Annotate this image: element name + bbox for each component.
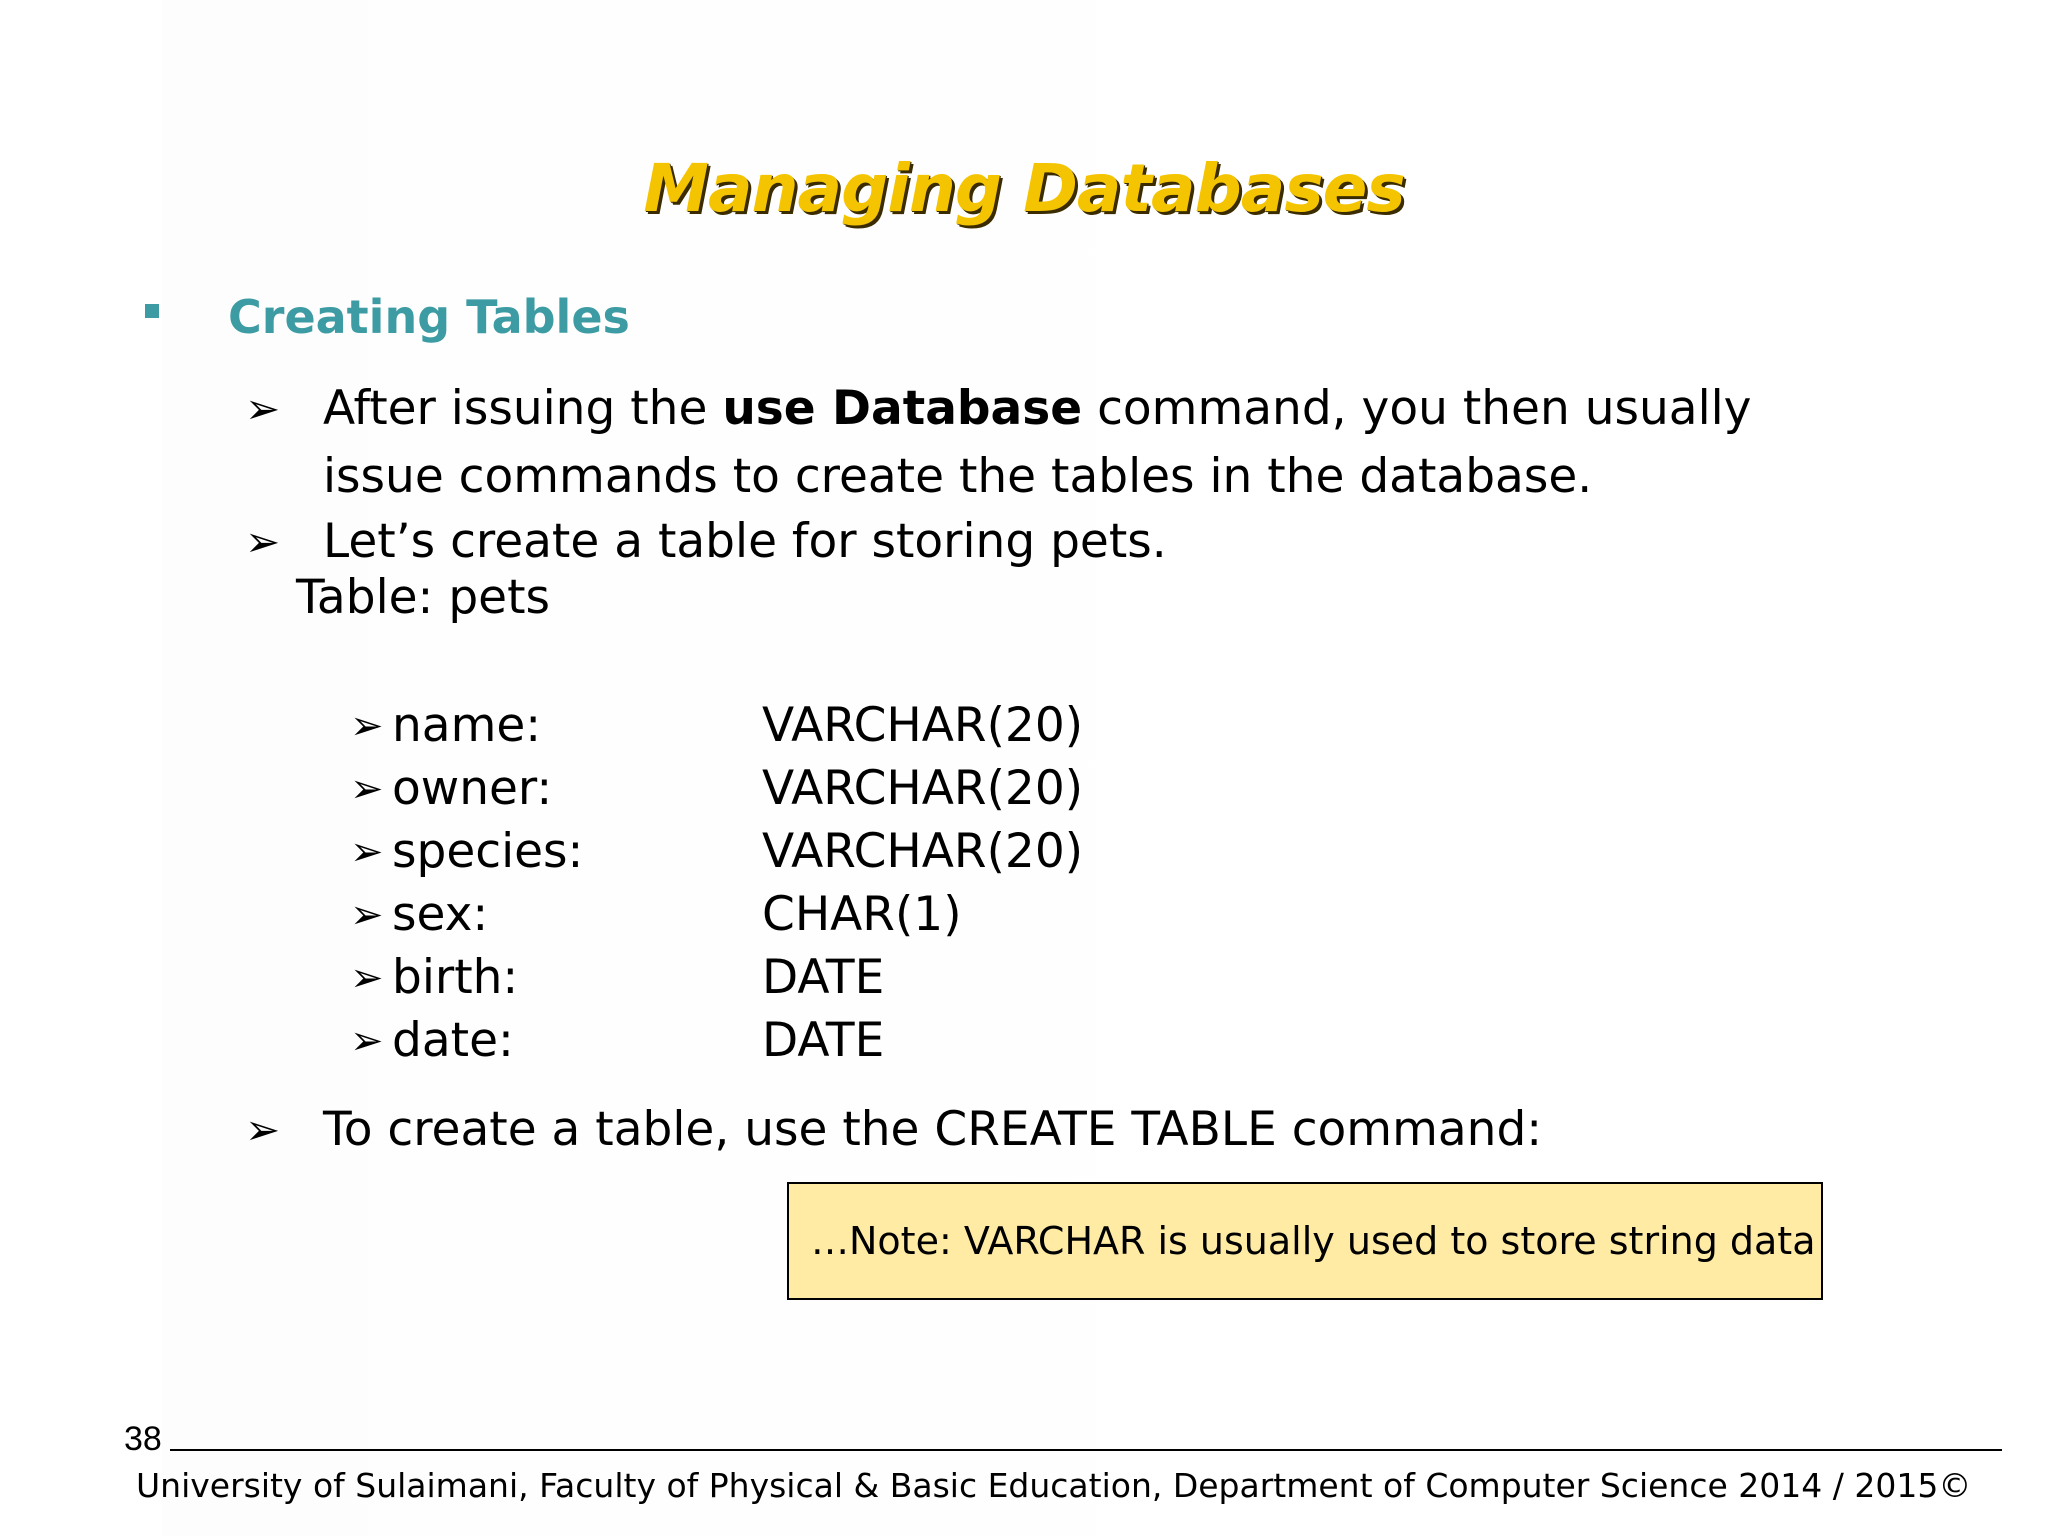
bullet-text: Let’s create a table for storing pets. bbox=[323, 514, 1167, 569]
list-item bbox=[350, 883, 1083, 946]
arrow-bullet-icon: ➢ bbox=[350, 702, 384, 749]
arrow-bullet-icon: ➢ bbox=[245, 384, 281, 433]
field-list bbox=[350, 694, 1083, 1072]
field-type: CHAR(1) bbox=[762, 887, 962, 942]
bullet-text-part: After issuing the bbox=[323, 381, 723, 436]
arrow-bullet-icon: ➢ bbox=[245, 517, 281, 566]
list-item bbox=[350, 1009, 1083, 1072]
arrow-bullet-icon: ➢ bbox=[350, 954, 384, 1001]
slide-title: Managing Databases bbox=[643, 150, 1405, 227]
field-name: owner: bbox=[392, 761, 553, 816]
bullet-create-table bbox=[245, 1096, 1883, 1164]
footer-text: University of Sulaimani, Faculty of Physical & Basic Education, Department of Computer Science 2014 / 2015© bbox=[136, 1466, 1972, 1505]
bullet-bold-term: use Database bbox=[722, 381, 1083, 436]
arrow-bullet-icon: ➢ bbox=[350, 891, 384, 938]
section-heading-label: Creating Tables bbox=[228, 290, 630, 344]
list-item bbox=[350, 820, 1083, 883]
arrow-bullet-icon: ➢ bbox=[245, 1105, 281, 1154]
field-name: birth: bbox=[392, 950, 519, 1005]
arrow-bullet-icon: ➢ bbox=[350, 1017, 384, 1064]
field-name: name: bbox=[392, 698, 542, 753]
page-number: 38 bbox=[124, 1420, 162, 1458]
arrow-bullet-icon: ➢ bbox=[350, 828, 384, 875]
bullet-text-part: command, you then usually issue commands to create the tables in the database. bbox=[323, 381, 1752, 504]
field-type: DATE bbox=[762, 1013, 885, 1068]
note-text: …Note: VARCHAR is usually used to store string data bbox=[811, 1219, 1816, 1263]
square-bullet-icon bbox=[145, 304, 159, 318]
field-type: VARCHAR(20) bbox=[762, 824, 1084, 879]
bullet-text bbox=[323, 375, 1883, 511]
list-item bbox=[350, 757, 1083, 820]
note-callout bbox=[787, 1182, 1823, 1300]
arrow-bullet-icon: ➢ bbox=[350, 765, 384, 812]
table-name-line: Table: pets bbox=[296, 570, 550, 625]
field-type: VARCHAR(20) bbox=[762, 761, 1084, 816]
field-name: sex: bbox=[392, 887, 489, 942]
bullet-use-database bbox=[245, 375, 1883, 511]
bullet-text: To create a table, use the CREATE TABLE command: bbox=[323, 1102, 1543, 1157]
list-item bbox=[350, 694, 1083, 757]
bullet-pets-table bbox=[245, 508, 1883, 576]
section-heading bbox=[145, 290, 630, 344]
field-name: species: bbox=[392, 824, 584, 879]
field-name: date: bbox=[392, 1013, 514, 1068]
footer-divider bbox=[170, 1449, 2002, 1451]
field-type: DATE bbox=[762, 950, 885, 1005]
field-type: VARCHAR(20) bbox=[762, 698, 1084, 753]
list-item bbox=[350, 946, 1083, 1009]
